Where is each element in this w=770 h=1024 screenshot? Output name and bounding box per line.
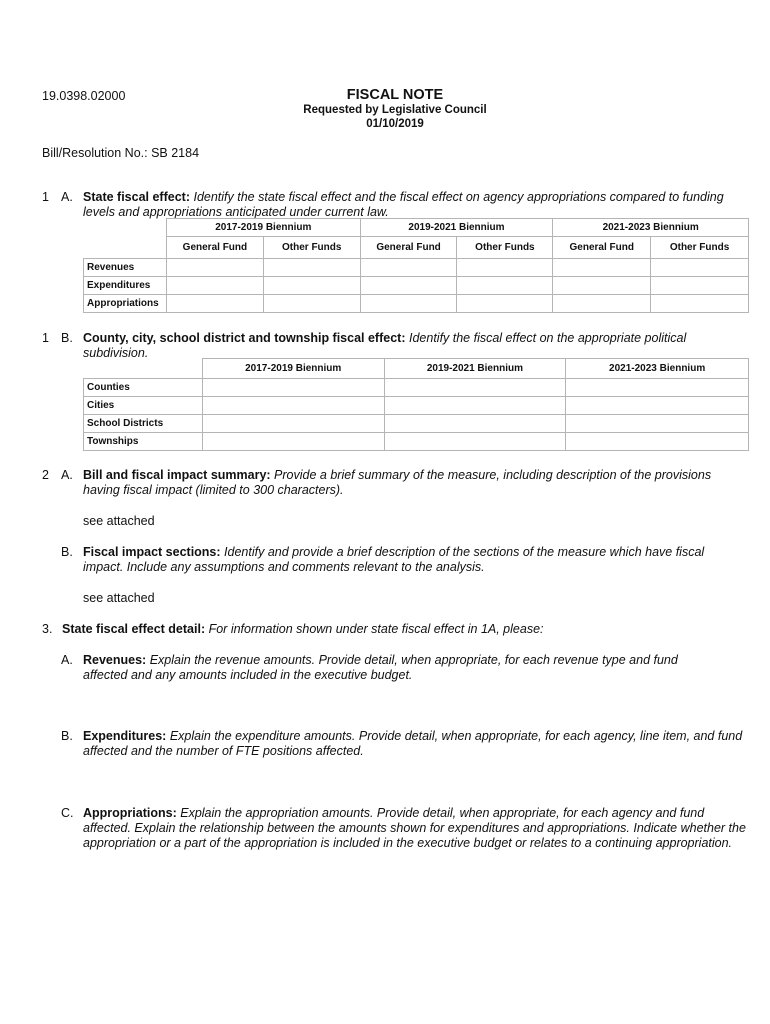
table-row	[84, 396, 749, 414]
row-label: Counties	[84, 378, 203, 396]
section-text	[83, 729, 751, 759]
section-heading: County, city, school district and township fiscal effect:	[83, 331, 406, 345]
fund-column-header: General Fund	[553, 237, 651, 259]
biennium-header: 2019-2021 Biennium	[360, 219, 553, 237]
section-number: 3.	[42, 622, 53, 636]
biennium-header: 2019-2021 Biennium	[384, 359, 566, 379]
row-label: Expenditures	[84, 277, 167, 295]
section-text	[83, 331, 733, 361]
section-2a-answer: see attached	[83, 514, 155, 528]
section-number: 2	[42, 468, 49, 482]
row-label: Cities	[84, 396, 203, 414]
section-letter: B.	[61, 729, 73, 743]
table-row	[84, 414, 749, 432]
section-instructions: Explain the expenditure amounts. Provide detail, when appropriate, for each agency, line item, and fund affected and the number of FTE positions affected.	[83, 729, 743, 758]
section-text	[62, 622, 752, 637]
requested-by: Requested by Legislative Council	[303, 104, 487, 116]
biennium-header: 2021-2023 Biennium	[566, 359, 749, 379]
row-label: Appropriations	[84, 295, 167, 313]
section-letter: B.	[61, 331, 73, 345]
section-letter: A.	[61, 468, 73, 482]
row-label: School Districts	[84, 414, 203, 432]
section-instructions: Provide a brief summary of the measure, including description of the provisions having fiscal impact (limited to 300 characters).	[83, 468, 712, 497]
biennium-header: 2017-2019 Biennium	[202, 359, 384, 379]
fund-column-header: Other Funds	[651, 237, 749, 259]
section-heading: Expenditures:	[83, 729, 167, 743]
biennium-header: 2017-2019 Biennium	[166, 219, 360, 237]
section-text	[83, 468, 743, 498]
state-fiscal-effect-table	[83, 218, 749, 313]
section-heading: Fiscal impact sections:	[83, 545, 221, 559]
section-letter: A.	[61, 653, 73, 667]
section-letter: B.	[61, 545, 73, 559]
fund-column-header: General Fund	[360, 237, 457, 259]
section-heading: Revenues:	[83, 653, 147, 667]
section-text	[83, 806, 755, 851]
section-text	[83, 545, 743, 575]
section-heading: Appropriations:	[83, 806, 177, 820]
fund-column-header: General Fund	[166, 237, 263, 259]
note-date: 01/10/2019	[366, 118, 424, 130]
biennium-header: 2021-2023 Biennium	[553, 219, 749, 237]
section-heading: State fiscal effect detail:	[62, 622, 206, 636]
section-number: 1	[42, 190, 49, 204]
section-instructions: Explain the revenue amounts. Provide detail, when appropriate, for each revenue type and fund affected and any amounts included in the executive budget.	[83, 653, 678, 682]
section-instructions: For information shown under state fiscal effect in 1A, please:	[208, 622, 544, 636]
section-text	[83, 653, 723, 683]
section-instructions: Identify and provide a brief description of the sections of the measure which have fiscal impact. Include any assumptions and comments relevant to the analysis.	[83, 545, 705, 574]
table-row	[84, 277, 749, 295]
section-heading: Bill and fiscal impact summary:	[83, 468, 271, 482]
section-letter: C.	[61, 806, 74, 820]
section-instructions: Identify the state fiscal effect and the fiscal effect on agency appropriations compared to funding levels and appropriations anticipated under current law.	[83, 190, 724, 219]
section-instructions: Identify the fiscal effect on the appropriate political subdivision.	[83, 331, 687, 360]
document-number: 19.0398.02000	[42, 89, 126, 103]
section-text	[83, 190, 755, 220]
section-letter: A.	[61, 190, 73, 204]
row-label: Townships	[84, 432, 203, 450]
fund-column-header: Other Funds	[457, 237, 553, 259]
table-row	[84, 432, 749, 450]
section-instructions: Explain the appropriation amounts. Provide detail, when appropriate, for each agency and fund affected. Explain the relationship between the amounts shown for expenditures and appropriations. Indicate whether the appropriation or a part of the appropriation is included in the executive budget or relates to a continuing appropriation.	[83, 806, 746, 850]
table-row	[84, 378, 749, 396]
section-heading: State fiscal effect:	[83, 190, 190, 204]
row-label: Revenues	[84, 259, 167, 277]
table-row	[84, 295, 749, 313]
section-2b-answer: see attached	[83, 591, 155, 605]
bill-number: Bill/Resolution No.: SB 2184	[42, 146, 200, 160]
fund-column-header: Other Funds	[263, 237, 360, 259]
section-number: 1	[42, 331, 49, 345]
table-row	[84, 259, 749, 277]
page-title: FISCAL NOTE	[346, 87, 444, 103]
political-subdivision-table	[83, 358, 749, 451]
